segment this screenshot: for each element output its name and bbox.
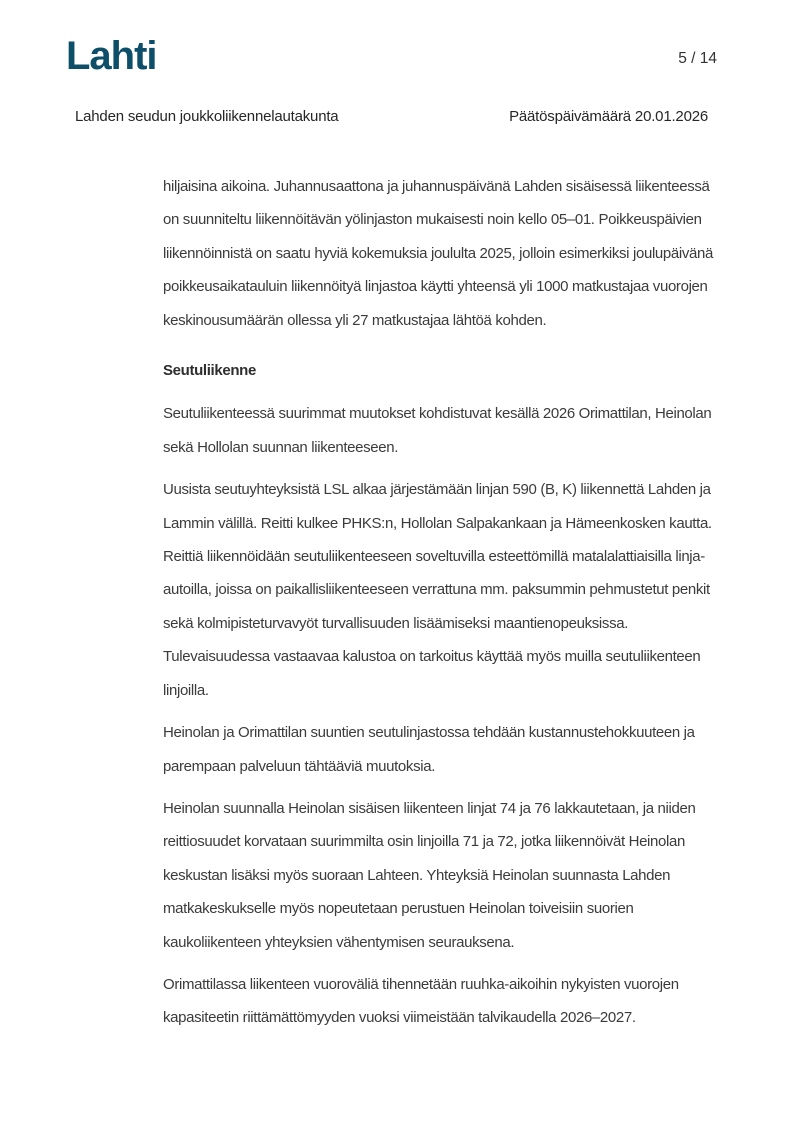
document-body — [163, 170, 720, 1044]
paragraph: Uusista seutuyhteyksistä LSL alkaa järjestämään linjan 590 (B, K) liikennettä Lahden ja Lammin välillä. Reitti kulkee PHKS:n, Hollolan Salpakankaan ja Hämeenkosken kautta. Reittiä liikennöidään seutuliikenteeseen soveltuvilla esteettömillä matalalattiaisilla linja-autoilla, joissa on paikallisliikenteeseen verrattuna mm. paksummin pehmustetut penkit sekä kolmipisteturvavyöt turvallisuuden lisäämiseksi maantienopeuksissa. Tulevaisuudessa vastaavaa kalustoa on tarkoitus käyttää myös muilla seutuliikenteen linjoilla. — [163, 481, 712, 699]
paragraph: hiljaisina aikoina. Juhannusaattona ja juhannuspäivänä Lahden sisäisessä liikenteessä on suunniteltu liikennöitävän yölinjaston mukaisesti noin kello 05–01. Poikkeuspäivien liikennöinnistä on saatu hyviä kokemuksia joululta 2025, jolloin esimerkiksi joulupäivänä poikkeusaikatauluin liikennöityä linjastoa käytti yhteensä yli 1000 matkustajaa vuorojen keskinousumäärän ollessa yli 27 matkustajaa lähtöä kohden. — [163, 178, 714, 329]
paragraph: Heinolan ja Orimattilan suuntien seutulinjastossa tehdään kustannustehokkuuteen ja parempaan palveluun tähtääviä muutoksia. — [163, 724, 695, 775]
paragraph: Seutuliikenteessä suurimmat muutokset kohdistuvat kesällä 2026 Orimattilan, Heinolan sekä Hollolan suunnan liikenteeseen. — [163, 405, 712, 456]
paragraph: Orimattilassa liikenteen vuoroväliä tihennetään ruuhka-aikoihin nykyisten vuorojen kapasiteetin riittämättömyyden vuoksi viimeistään talvikaudella 2026–2027. — [163, 975, 679, 1027]
committee-name: Lahden seudun joukkoliikennelautakunta — [75, 108, 339, 125]
paragraph: Heinolan suunnalla Heinolan sisäisen liikenteen linjat 74 ja 76 lakkautetaan, ja niiden reittiosuudet korvataan suurimmilta osin linjoilla 71 ja 72, jotka liikennöivät Heinolan keskustan lisäksi myös suoraan Lahteen. Yhteyksiä Heinolan suunnasta Lahden matkakeskukselle myös nopeutetaan perustuen Heinolan toiveisiin suorien kaukoliikenteen yhteyksien vähentymisen seurauksena. — [163, 799, 696, 951]
lahti-logo: Lahti — [66, 34, 157, 78]
section-heading-seutuliikenne: Seutuliikenne — [163, 362, 256, 380]
decision-date: Päätöspäivämäärä 20.01.2026 — [509, 108, 708, 125]
page-number: 5 / 14 — [678, 50, 717, 67]
document-header — [75, 108, 708, 125]
